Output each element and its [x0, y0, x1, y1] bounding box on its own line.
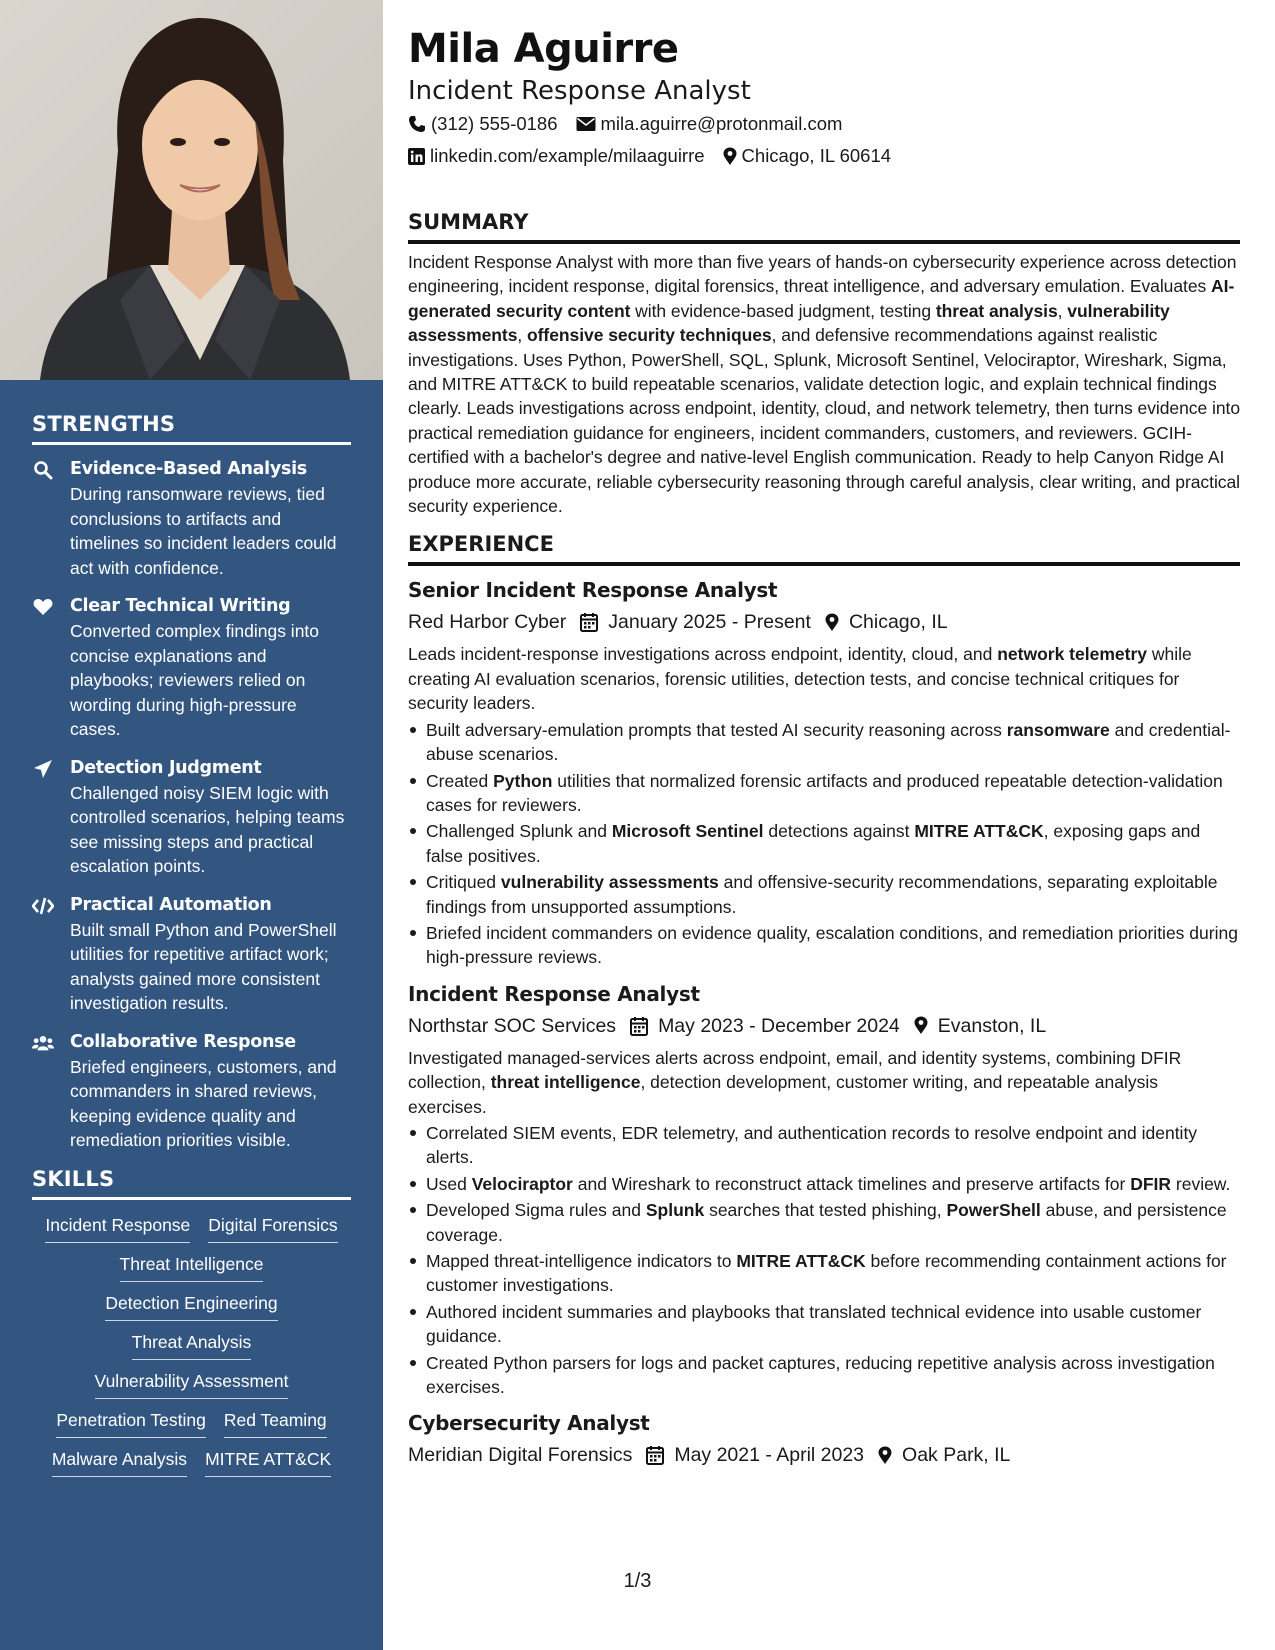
job-location [825, 606, 948, 638]
skill-row [32, 1446, 351, 1477]
linkedin-text: linkedin.com/example/milaaguirre [430, 145, 705, 166]
strength-desc: During ransomware reviews, tied conclusions to artifacts and timelines so incident leaders could act with confidence. [70, 484, 337, 578]
candidate-role: Incident Response Analyst [408, 76, 751, 106]
skill-tag: Vulnerability Assessment [95, 1368, 289, 1399]
bullet-item: Created Python parsers for logs and packet captures, reducing repetitive analysis across investigation exercises. [408, 1351, 1240, 1400]
job-title: Cybersecurity Analyst [408, 1411, 650, 1436]
emphasis-text: Microsoft Sentinel [611, 821, 764, 842]
contact-line [408, 140, 1240, 172]
strength-desc: Converted complex findings into concise explanations and playbooks; reviewers relied on wording during high-pressure cases. [70, 621, 320, 739]
emphasis-text: ransomware [1006, 719, 1110, 740]
job-company: Northstar SOC Services [408, 1014, 617, 1037]
bullet-item: Used Velociraptor and Wireshark to reconstruct attack timelines and preserve artifacts for DFIR review. [408, 1172, 1240, 1196]
skills-heading: SKILLS [32, 1167, 351, 1200]
candidate-name: Mila Aguirre [408, 26, 679, 72]
linkedin-icon [408, 148, 425, 165]
emphasis-text: Splunk [645, 1200, 705, 1221]
emphasis-text: vulnerability assessments [500, 872, 719, 893]
skill-tag: Penetration Testing [56, 1407, 206, 1438]
job-entry [408, 576, 1240, 969]
sidebar-content [32, 412, 351, 1477]
map-pin-icon [825, 613, 839, 632]
job-company: Red Harbor Cyber [408, 611, 567, 634]
code-icon [32, 895, 54, 917]
skill-tag: MITRE ATT&CK [205, 1446, 331, 1477]
page-number [0, 1570, 1275, 1593]
emphasis-text: Python [493, 770, 553, 791]
profile-photo [0, 0, 383, 380]
calendar-icon [646, 1445, 664, 1465]
bullet-item: Developed Sigma rules and Splunk searches that tested phishing, PowerShell abuse, and persistence coverage. [408, 1198, 1240, 1247]
bullet-item: Briefed incident commanders on evidence quality, escalation conditions, and remediation priorities during high-pressure reviews. [408, 921, 1240, 970]
strength-desc: Built small Python and PowerShell utilities for repetitive artifact work; analysts gained more consistent investigation results. [70, 919, 337, 1013]
bullet-item: Critiqued vulnerability assessments and offensive-security recommendations, separating exploitable findings from unsupported assumptions. [408, 870, 1240, 919]
job-dates-text: May 2021 - April 2023 [674, 1444, 865, 1467]
emphasis-text: threat analysis [935, 300, 1058, 321]
skill-tag: Red Teaming [224, 1407, 327, 1438]
heart-icon [32, 596, 54, 618]
job-location-text: Evanston, IL [937, 1014, 1047, 1037]
job-entry [408, 1409, 1240, 1471]
skill-row [32, 1251, 351, 1282]
job-entry [408, 980, 1240, 1400]
emphasis-text: AI-generated security content [408, 276, 1235, 321]
bullet-item: Created Python utilities that normalized forensic artifacts and produced repeatable detection-validation cases for reviewers. [408, 769, 1240, 818]
experience-heading: EXPERIENCE [408, 530, 1240, 566]
search-icon [32, 459, 54, 481]
emphasis-text: PowerShell [946, 1200, 1041, 1221]
email-text: mila.aguirre@protonmail.com [600, 113, 843, 134]
strength-item [32, 1030, 351, 1153]
job-location-text: Chicago, IL [848, 611, 948, 634]
page-number-text: 1/3 [623, 1570, 652, 1592]
envelope-icon [576, 116, 596, 132]
strength-title: Clear Technical Writing [70, 596, 291, 616]
skill-tag: Detection Engineering [105, 1290, 277, 1321]
job-description: Investigated managed-services alerts across endpoint, email, and identity systems, combining DFIR collection, threat intelligence, detection development, customer writing, and repeatable analysis exercises. [408, 1047, 1182, 1117]
skill-tag: Threat Analysis [132, 1329, 252, 1360]
skill-row [32, 1407, 351, 1438]
map-pin-icon [914, 1016, 928, 1035]
skill-row [32, 1368, 351, 1399]
strength-item [32, 457, 351, 580]
calendar-icon [580, 612, 598, 632]
strength-desc: Briefed engineers, customers, and commanders in shared reviews, keeping evidence quality and remediation priorities visible. [70, 1056, 337, 1150]
contact-phone[interactable] [408, 108, 558, 140]
contact-location [723, 140, 891, 172]
job-dates-text: January 2025 - Present [608, 611, 811, 634]
strength-title: Collaborative Response [70, 1031, 296, 1052]
bullet-item: Mapped threat-intelligence indicators to MITRE ATT&CK before recommending containment actions for customer investigations. [408, 1249, 1240, 1298]
contact-line [408, 108, 1240, 140]
strengths-heading: STRENGTHS [32, 412, 351, 445]
job-dates [580, 606, 811, 638]
emphasis-text: network telemetry [997, 644, 1147, 665]
sidebar [0, 0, 383, 1650]
strength-desc: Challenged noisy SIEM logic with controlled scenarios, helping teams see missing steps and practical escalation points. [70, 782, 345, 876]
job-company: Meridian Digital Forensics [408, 1444, 633, 1467]
job-meta [408, 1010, 1240, 1042]
bullet-item: Challenged Splunk and Microsoft Sentinel detections against MITRE ATT&CK, exposing gaps and false positives. [408, 819, 1240, 868]
job-meta [408, 1439, 1240, 1471]
skill-tag: Digital Forensics [208, 1212, 337, 1243]
job-location [878, 1439, 1010, 1471]
emphasis-text: threat intelligence [490, 1072, 641, 1093]
strength-item [32, 756, 351, 879]
phone-text: (312) 555-0186 [431, 113, 558, 134]
job-bullets [408, 1121, 1240, 1399]
paper-plane-icon [32, 758, 54, 780]
job-title: Incident Response Analyst [408, 981, 700, 1006]
job-location-text: Oak Park, IL [902, 1444, 1011, 1467]
emphasis-text: DFIR [1130, 1173, 1172, 1194]
map-pin-icon [723, 147, 737, 166]
emphasis-text: offensive security techniques [527, 325, 772, 346]
location-text: Chicago, IL 60614 [741, 145, 892, 166]
strength-title: Detection Judgment [70, 757, 262, 778]
skill-row [32, 1329, 351, 1360]
job-title: Senior Incident Response Analyst [408, 578, 778, 603]
summary-text: Incident Response Analyst with more than five years of hands-on cybersecurity experience across detection engineering, incident response, digital forensics, threat intelligence, and adversary emulation. Evaluates AI-generated security content with evidence-based judgment, testing threat analysis, vulnerability assessments, offensive security techniques, and defensive recommendations against realistic investigations. Uses Python, PowerShell, SQL, Splunk, Microsoft Sentinel, Velociraptor, Wireshark, Sigma, and MITRE ATT&CK to build repeatable scenarios, validate detection logic, and explain technical findings clearly. Leads investigations across endpoint, identity, cloud, and network telemetry, then turns evidence into practical remediation guidance for engineers, incident commanders, customers, and reviewers. GCIH-certified with a bachelor's degree and native-level English communication. Ready to help Canyon Ridge AI produce more accurate, reliable cybersecurity reasoning through careful analysis, clear writing, and practical security experience. [408, 252, 1240, 517]
phone-icon [408, 115, 426, 133]
strength-title: Evidence-Based Analysis [70, 459, 307, 479]
job-dates [646, 1439, 864, 1471]
skill-row [32, 1290, 351, 1321]
job-bullets [408, 718, 1240, 970]
skill-tag: Incident Response [45, 1212, 190, 1243]
bullet-item: Authored incident summaries and playbooks that translated technical evidence into usable customer guidance. [408, 1300, 1240, 1349]
bullet-item: Correlated SIEM events, EDR telemetry, and authentication records to resolve endpoint and identity alerts. [408, 1121, 1240, 1170]
strength-title: Practical Automation [70, 894, 272, 915]
skill-tag: Threat Intelligence [120, 1251, 264, 1282]
job-location [914, 1010, 1046, 1042]
bullet-item: Built adversary-emulation prompts that tested AI security reasoning across ransomware and credential-abuse scenarios. [408, 718, 1240, 767]
calendar-icon [630, 1016, 648, 1036]
map-pin-icon [878, 1446, 892, 1465]
job-meta [408, 606, 1240, 638]
job-description: Leads incident-response investigations across endpoint, identity, cloud, and network telemetry while creating AI evaluation scenarios, forensic utilities, detection tests, and concise technical critiques for security leaders. [408, 644, 1192, 714]
emphasis-text: Velociraptor [471, 1173, 573, 1194]
emphasis-text: MITRE ATT&CK [736, 1251, 866, 1271]
contact-email[interactable] [576, 108, 843, 140]
contact-linkedin[interactable] [408, 140, 705, 172]
skill-row [32, 1212, 351, 1243]
strength-item [32, 594, 351, 742]
main-content [408, 24, 1240, 1471]
users-icon [32, 1032, 54, 1054]
emphasis-text: MITRE ATT&CK [914, 821, 1044, 842]
emphasis-text: vulnerability assessments [408, 300, 1170, 346]
strength-item [32, 893, 351, 1016]
skill-tag: Malware Analysis [52, 1446, 187, 1477]
job-dates [630, 1010, 900, 1042]
summary-heading: SUMMARY [408, 208, 1240, 244]
job-dates-text: May 2023 - December 2024 [658, 1014, 900, 1037]
